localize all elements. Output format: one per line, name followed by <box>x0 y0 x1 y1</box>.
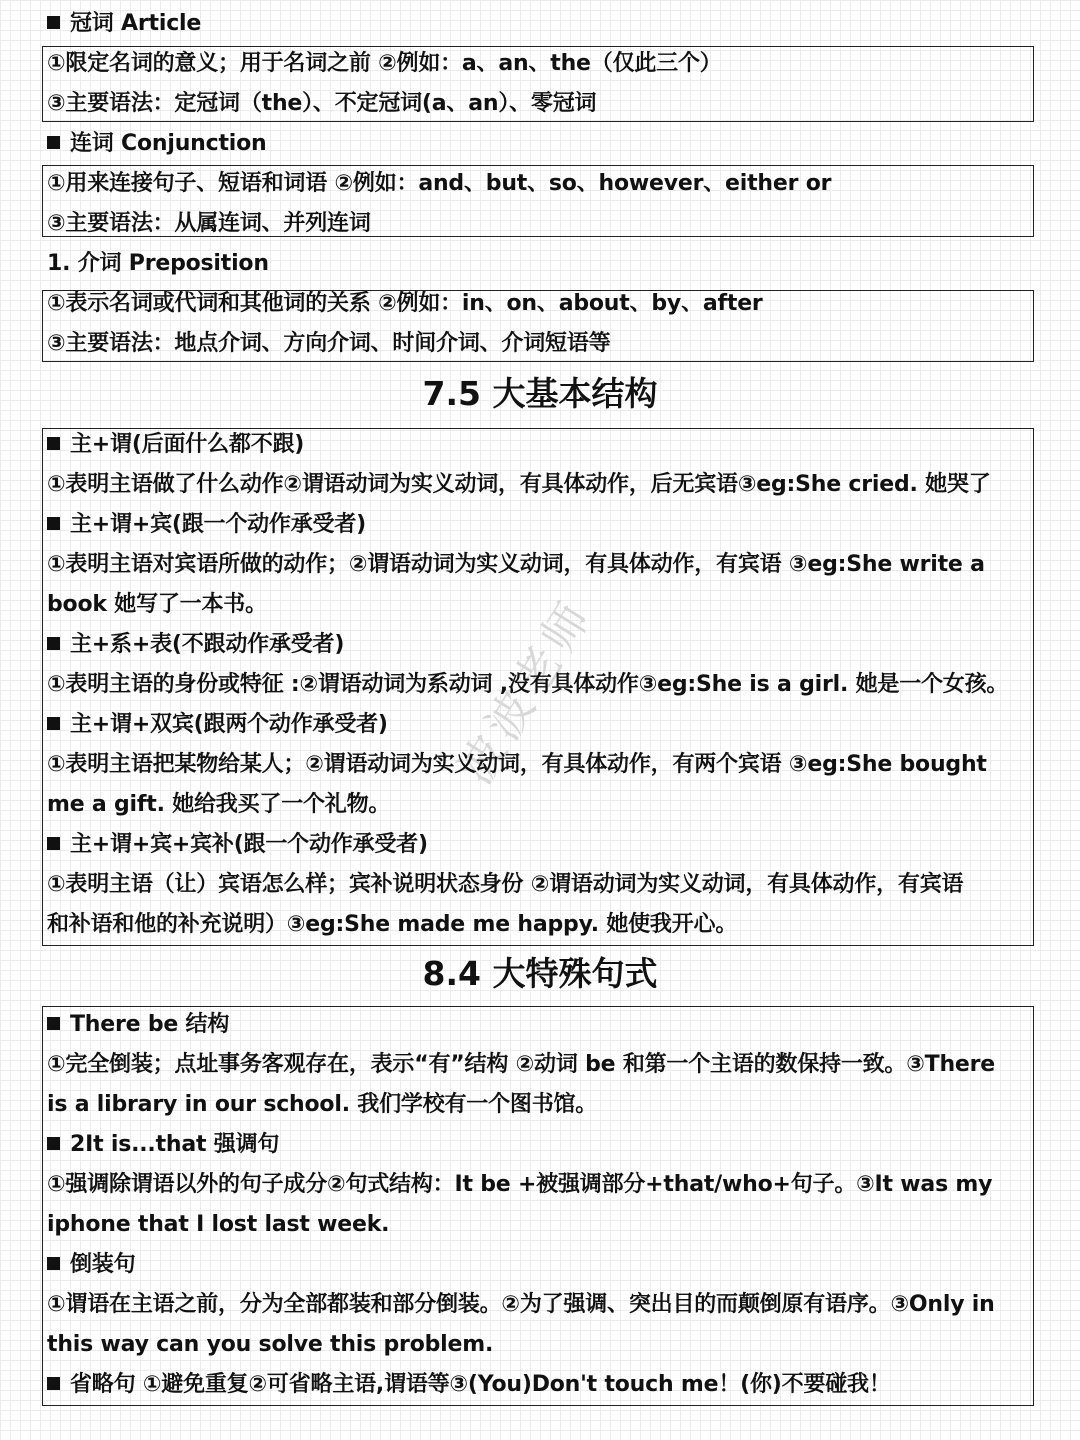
conjunction-title: 连词 Conjunction <box>47 124 1035 164</box>
special-2-line-1: ①强调除谓语以外的句子成分②句式结构：It be +被强调部分+that/who+句子。③It was my <box>47 1172 993 1197</box>
structure-5-line-2: 和补语和他的补充说明）③eg:She made me happy. 她使我开心。 <box>47 912 738 937</box>
special-3-line-2: this way can you solve this problem. <box>47 1332 494 1357</box>
bullet-square-icon <box>47 637 60 650</box>
preposition-title: 1. 介词 Preposition <box>47 251 269 276</box>
bullet-square-icon <box>47 1017 60 1030</box>
structure-2-line-1: ①表明主语对宾语所做的动作；②谓语动词为实义动词，有具体动作，有宾语 ③eg:She write a <box>47 552 985 577</box>
structure-2-title: 主+谓+宾(跟一个动作承受者) <box>47 505 1035 545</box>
structure-4-line-1: ①表明主语把某物给某人；②谓语动词为实义动词，有具体动作，有两个宾语 ③eg:She bought <box>47 752 987 777</box>
article-line-1: ①限定名词的意义；用于名词之前 ②例如：a、an、the（仅此三个） <box>47 51 722 76</box>
structure-3-line-1: ①表明主语的身份或特征 :②谓语动词为系动词 ,没有具体动作③eg:She is a girl. 她是一个女孩。 <box>47 672 1009 697</box>
article-line-2: ③主要语法：定冠词（the）、不定冠词(a、an）、零冠词 <box>47 91 597 116</box>
special-1-line-2: is a library in our school. 我们学校有一个图书馆。 <box>47 1092 598 1117</box>
bullet-square-icon <box>47 437 60 450</box>
structure-2-line-2: book 她写了一本书。 <box>47 592 267 617</box>
special-1-title: There be 结构 <box>47 1005 1035 1045</box>
bullet-square-icon <box>47 517 60 530</box>
structure-1-title: 主+谓(后面什么都不跟) <box>47 425 1035 465</box>
special-3-line-1: ①谓语在主语之前，分为全部都装和部分倒装。②为了强调、突出目的而颠倒原有语序。③Only in <box>47 1292 995 1317</box>
special-3-title: 倒装句 <box>47 1245 1035 1285</box>
preposition-line-1: ①表示名词或代词和其他词的关系 ②例如：in、on、about、by、after <box>47 291 763 316</box>
structure-4-line-2: me a gift. 她给我买了一个礼物。 <box>47 792 391 817</box>
preposition-line-2: ③主要语法：地点介词、方向介词、时间介词、介词短语等 <box>47 331 611 356</box>
special-2-title: 2It is...that 强调句 <box>47 1125 1035 1165</box>
structure-3-title: 主+系+表(不跟动作承受者) <box>47 625 1035 665</box>
structure-5-line-1: ①表明主语（让）宾语怎么样；宾补说明状态身份 ②谓语动词为实义动词，有具体动作，有宾语 <box>47 872 964 897</box>
special-heading: 8.4 大特殊句式 <box>422 954 658 993</box>
bullet-square-icon <box>47 717 60 730</box>
structure-4-title: 主+谓+双宾(跟两个动作承受者) <box>47 705 1035 745</box>
structure-5-title: 主+谓+宾+宾补(跟一个动作承受者) <box>47 825 1035 865</box>
conjunction-line-2: ③主要语法：从属连词、并列连词 <box>47 211 371 236</box>
bullet-square-icon <box>47 1377 60 1390</box>
conjunction-line-1: ①用来连接句子、短语和词语 ②例如：and、but、so、however、either or <box>47 171 832 196</box>
special-1-line-1: ①完全倒装；点址事务客观存在，表示“有”结构 ②动词 be 和第一个主语的数保持一致。③There <box>47 1052 996 1077</box>
special-4-line: 省略句 ①避免重复②可省略主语,谓语等③(You)Don't touch me！(你)不要碰我！ <box>47 1365 1035 1405</box>
watermark: 波波老师 <box>447 588 604 794</box>
bullet-square-icon <box>47 1257 60 1270</box>
structures-heading: 7.5 大基本结构 <box>422 374 658 413</box>
structure-1-line-1: ①表明主语做了什么动作②谓语动词为实义动词，有具体动作，后无宾语③eg:She cried. 她哭了 <box>47 472 991 497</box>
special-2-line-2: iphone that I lost last week. <box>47 1212 390 1237</box>
bullet-square-icon <box>47 837 60 850</box>
article-title: 冠词 Article <box>47 4 1035 44</box>
bullet-square-icon <box>47 16 60 29</box>
bullet-square-icon <box>47 1137 60 1150</box>
bullet-square-icon <box>47 136 60 149</box>
